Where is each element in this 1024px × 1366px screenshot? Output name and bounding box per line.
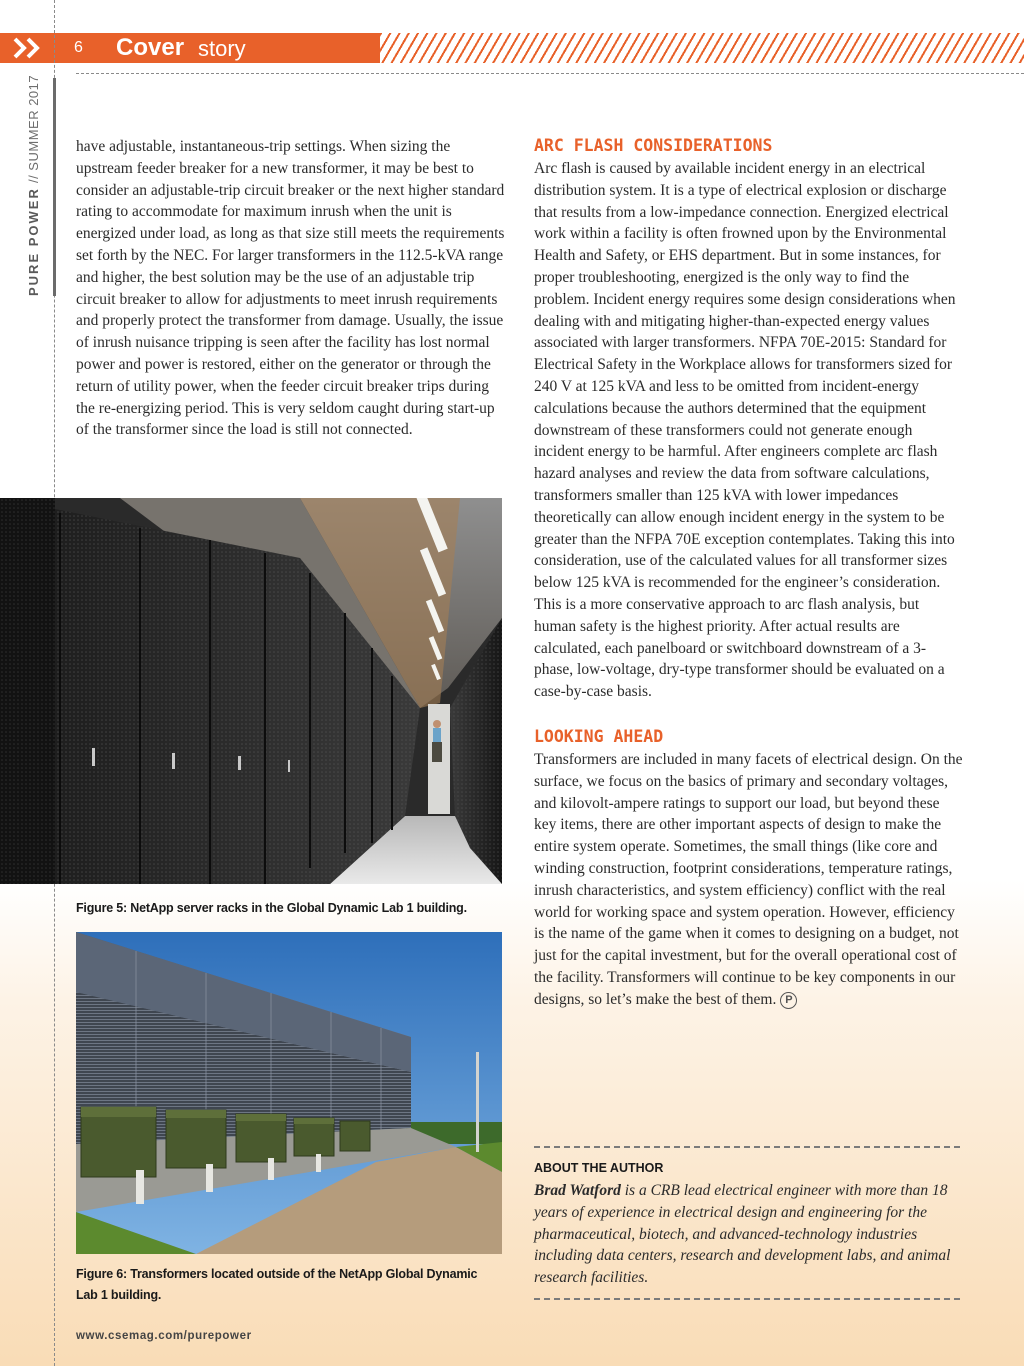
- author-bio-text: is a CRB lead electrical engineer with more than 18 years of experience in electrical design and engineering for the pharmaceutical, biotech, and advanced-technology industries including data centers, research and development labs, and animal research facilities.: [534, 1182, 951, 1287]
- issue-label: // SUMMER 2017: [26, 74, 41, 184]
- header-hatch-decoration: [380, 33, 1024, 63]
- end-of-article-icon: P: [780, 992, 797, 1009]
- author-bio: [534, 1180, 960, 1289]
- figure-5-server-racks-photo: [0, 498, 502, 884]
- author-box-top-divider: [534, 1146, 960, 1148]
- publication-side-label: [26, 75, 41, 296]
- page-header: [0, 33, 1024, 63]
- figure-5-caption: Figure 5: NetApp server racks in the Global Dynamic Lab 1 building.: [76, 901, 467, 915]
- author-name: Brad Watford: [534, 1182, 621, 1199]
- figure-6-transformers-photo: [76, 932, 502, 1254]
- header-divider: [76, 73, 1024, 74]
- left-column: [76, 136, 506, 441]
- figure-6-caption: Figure 6: Transformers located outside of the NetApp Global Dynamic Lab 1 building.: [76, 1267, 478, 1302]
- section-title-bold: Cover: [116, 34, 185, 61]
- header-chevron-block: [0, 33, 58, 63]
- right-column: [534, 136, 964, 1010]
- section-gap: [534, 703, 964, 727]
- publication-name: PURE POWER: [26, 187, 41, 296]
- arc-flash-heading: ARC FLASH CONSIDERATIONS: [534, 136, 773, 155]
- transformers-building-illustration: [76, 932, 502, 1254]
- author-box-bottom-divider: [534, 1298, 960, 1300]
- header-title-block: [58, 33, 380, 63]
- looking-ahead-text: Transformers are included in many facets of electrical design. On the surface, we focus on the basics of primary and secondary voltages, and kilovolt-ampere ratings to support our load, but beyond these key items, there are other important aspects of design to make the entire system operate. Sometimes, the small things (like core and winding construction, footprint considerations, temperature ratings, inrush characteristics, and system efficiency) conflict with the real world for working space and system operation. However, efficiency is the name of the game when it comes to designing on a budget, not just for the capital investment, but for the overall operational cost of the facility. Transformers will continue to be key components in our designs, so let’s make the best of them.: [534, 750, 963, 1008]
- double-chevron-icon: [12, 37, 46, 59]
- left-margin-solid-bar: [53, 78, 56, 296]
- looking-ahead-heading: LOOKING AHEAD: [534, 726, 664, 746]
- footer-url: www.csemag.com/purepower: [76, 1330, 252, 1342]
- about-author-heading: ABOUT THE AUTHOR: [534, 1161, 664, 1175]
- server-racks-illustration: [0, 498, 502, 884]
- section-title-light: story: [198, 36, 246, 61]
- left-column-paragraph: have adjustable, instantaneous-trip settings. When sizing the upstream feeder breaker for a new transformer, it may be best to consider an adjustable-trip circuit breaker or the next higher standard rating to accommodate for maximum inrush when the unit is energized under load, as long as that size still meets the requirements set forth by the NEC. For larger transformers in the 112.5-kVA range and higher, the best solution may be the use of an adjustable trip circuit breaker to allow for adjustments to meet inrush requirements and properly protect the transformer from damage. Usually, the issue of inrush nuisance tripping is seen after the facility has lost normal power and power is restored, either on the generator or through the return of utility power, when the feeder circuit breaker trips during the re-energizing period. This is very seldom caught during start-up of the transformer since the load is still not connected.: [76, 138, 505, 439]
- looking-ahead-paragraph: [534, 749, 964, 1011]
- page-number: 6: [74, 39, 83, 56]
- arc-flash-paragraph: Arc flash is caused by available incident energy in an electrical distribution system. It is a type of electrical explosion or discharge that results from a low-impedance connection. Energized electrical work within a facility is often frowned upon by the Environmental Health and Safety, or EHS department. But in some instances, for proper troubleshooting, energized is the only way to find the problem. Incident energy requires some design considerations when dealing with and mitigating higher-than-expected energy values associated with larger transformers. NFPA 70E-2015: Standard for Electrical Safety in the Workplace allows for transformers sized for 240 V at 125 kVA and less to be omitted from incident-energy calculations because the authors determined that the equipment downstream of these transformers could not generate enough incident energy to be harmful. After engineers complete arc flash hazard analyses and review the data from software calculations, transformers smaller than 125 kVA with lower impedances theoretically can allow enough incident energy in the system to be greater than the NFPA 70E exception contemplates. Taking this into consideration, use of the calculated values for all transformer sizes below 125 kVA is recommended for the engineer’s consideration. This is a more conservative approach to arc flash analysis, but human safety is the highest priority. After actual results are calculated, each panelboard or switchboard downstream of a 3-phase, low-voltage, dry-type transformer should be evaluated on a case-by-case basis.: [534, 160, 956, 701]
